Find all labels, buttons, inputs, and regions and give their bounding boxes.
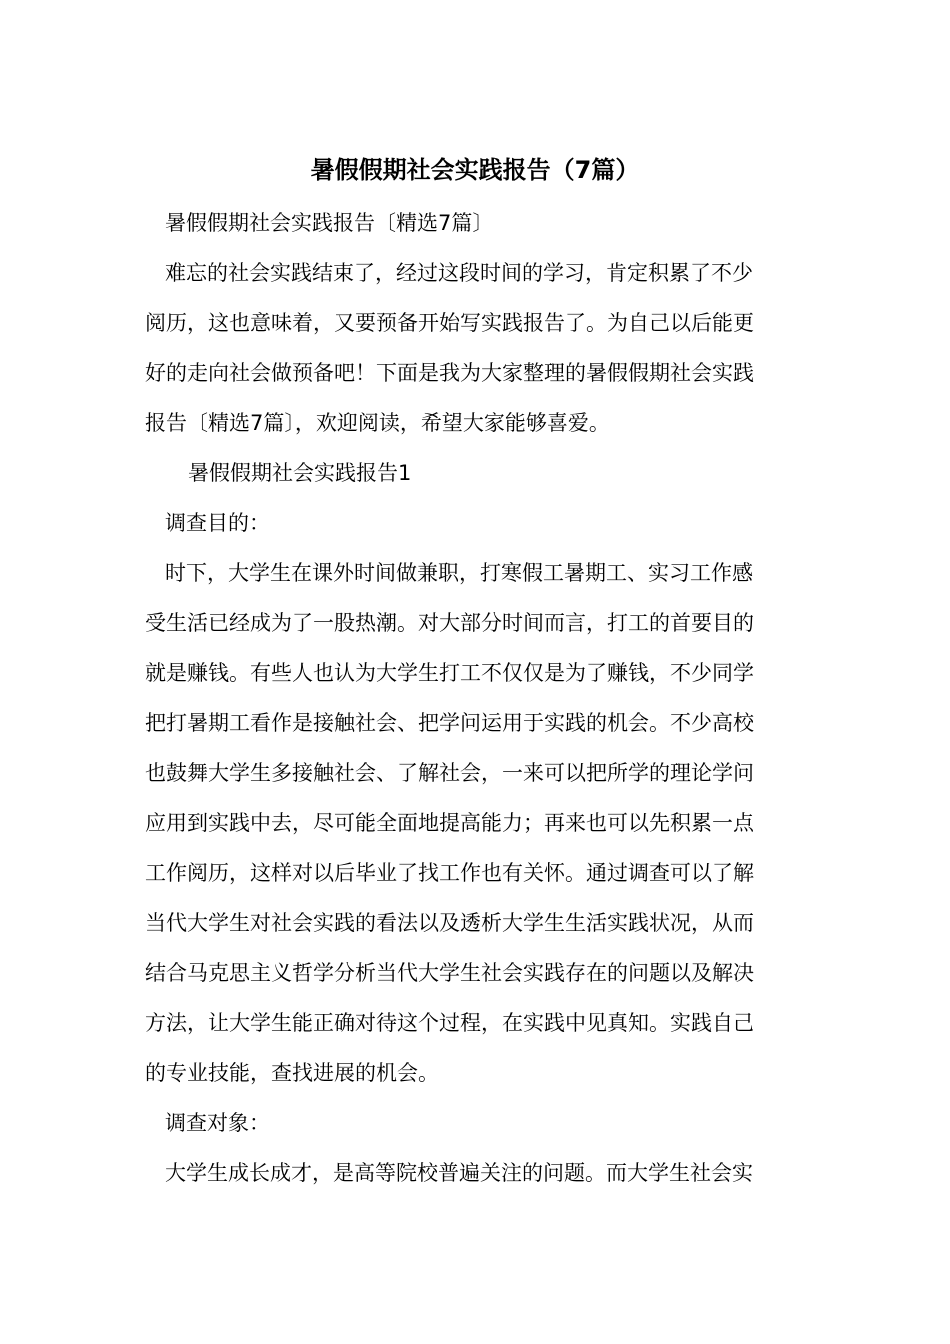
purpose-line: 受生活已经成为了一股热潮。对大部分时间而言，打工的首要目的 [145,611,754,635]
purpose-label: 调查目的： [165,511,270,535]
intro-line: 难忘的社会实践结束了，经过这段时间的学习，肯定积累了不少 [165,261,753,285]
purpose-line: 结合马克思主义哲学分析当代大学生社会实践存在的问题以及解决 [145,961,754,985]
section-heading: 暑假假期社会实践报告1 [188,461,412,485]
object-label: 调查对象： [165,1111,270,1135]
purpose-line: 方法，让大学生能正确对待这个过程，在实践中见真知。实践自己 [145,1011,754,1035]
subtitle: 暑假假期社会实践报告〔精选7篇〕 [165,211,494,235]
intro-line: 阅历，这也意味着，又要预备开始写实践报告了。为自己以后能更 [145,311,754,335]
purpose-line: 的专业技能，查找进展的机会。 [145,1061,439,1085]
purpose-line: 当代大学生对社会实践的看法以及透析大学生生活实践状况，从而 [145,911,754,935]
purpose-line: 也鼓舞大学生多接触社会、了解社会，一来可以把所学的理论学问 [145,761,754,785]
purpose-line: 工作阅历，这样对以后毕业了找工作也有关怀。通过调查可以了解 [145,861,754,885]
object-line: 大学生成长成才，是高等院校普遍关注的问题。而大学生社会实 [165,1161,753,1185]
purpose-line: 时下，大学生在课外时间做兼职，打寒假工暑期工、实习工作感 [165,561,753,585]
purpose-line: 就是赚钱。有些人也认为大学生打工不仅仅是为了赚钱，不少同学 [145,661,754,685]
intro-line: 报告〔精选7篇〕，欢迎阅读，希望大家能够喜爱。 [145,411,610,435]
purpose-line: 应用到实践中去，尽可能全面地提高能力；再来也可以先积累一点 [145,811,754,835]
purpose-line: 把打暑期工看作是接触社会、把学问运用于实践的机会。不少高校 [145,711,754,735]
intro-line: 好的走向社会做预备吧！下面是我为大家整理的暑假假期社会实践 [145,361,754,385]
document-title: 暑假假期社会实践报告（7篇） [310,156,640,184]
